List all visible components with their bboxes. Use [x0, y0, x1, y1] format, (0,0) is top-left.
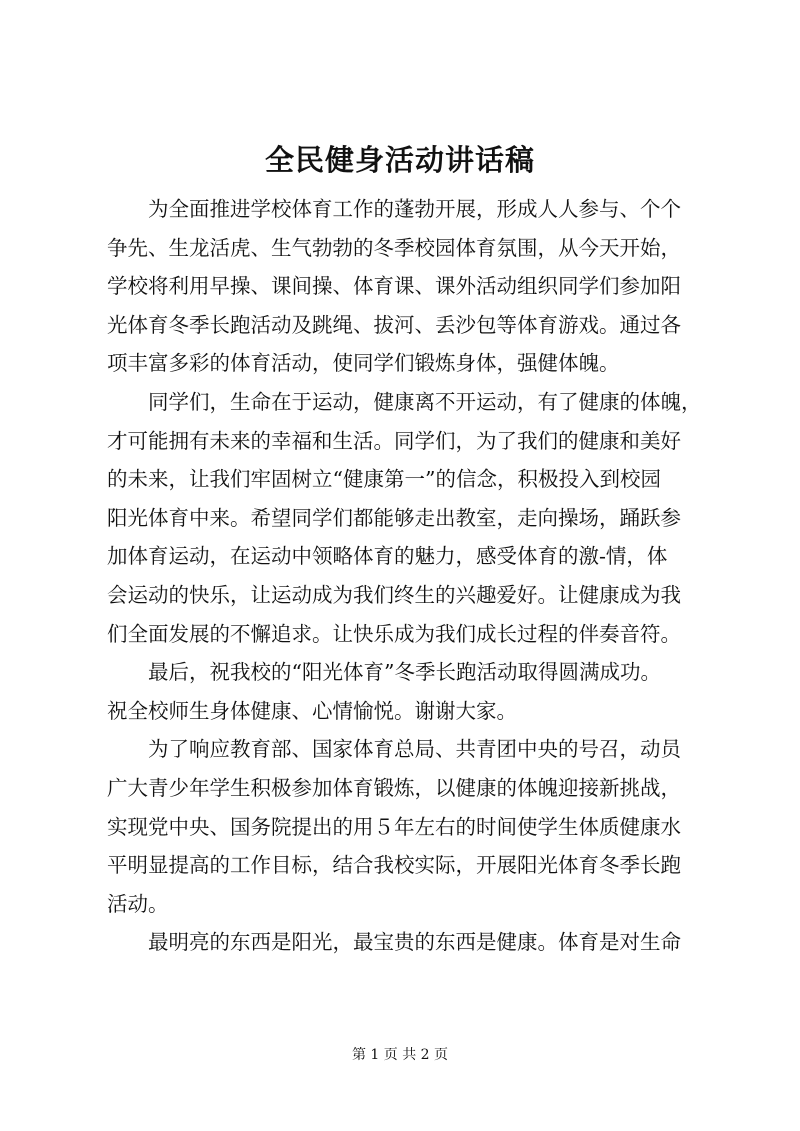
text-line: 广大青少年学生积极参加体育锻炼，以健康的体魄迎接新挑战， — [107, 775, 681, 800]
text-line: 最明亮的东西是阳光，最宝贵的东西是健康。体育是对生命 — [148, 930, 681, 955]
paragraph-3 — [107, 653, 707, 730]
document-title: 全民健身活动讲话稿 — [264, 143, 535, 177]
text-line: 会运动的快乐，让运动成为我们终生的兴趣爱好。让健康成为我 — [107, 582, 681, 607]
text-line: 们全面发展的不懈追求。让快乐成为我们成长过程的伴奏音符。 — [107, 621, 681, 646]
text-line: 实现党中央、国务院提出的用５年左右的时间使学生体质健康水 — [107, 814, 681, 839]
text-line: 才可能拥有未来的幸福和生活。同学们，为了我们的健康和美好 — [107, 428, 681, 453]
text-line: 学校将利用早操、课间操、体育课、课外活动组织同学们参加阳 — [107, 274, 681, 299]
text-line: 同学们，生命在于运动，健康离不开运动，有了健康的体魄， — [148, 389, 702, 414]
text-line: 祝全校师生身体健康、心情愉悦。谢谢大家。 — [107, 698, 517, 723]
text-line: 最后，祝我校的“阳光体育”冬季长跑活动取得圆满成功。 — [148, 660, 661, 685]
text-line: 的未来，让我们牢固树立“健康第一”的信念，积极投入到校园 — [107, 467, 661, 492]
paragraph-1 — [107, 190, 707, 383]
text-line: 项丰富多彩的体育活动，使同学们锻炼身体，强健体魄。 — [107, 351, 620, 376]
text-line: 为全面推进学校体育工作的蓬勃开展，形成人人参与、个个 — [148, 197, 681, 221]
paragraph-4 — [107, 730, 707, 923]
text-line: 为了响应教育部、国家体育总局、共青团中央的号召，动员 — [148, 737, 681, 762]
text-line: 活动。 — [107, 891, 169, 916]
text-line: 争先、生龙活虎、生气勃勃的冬季校园体育氛围，从今天开始， — [107, 235, 681, 260]
paragraph-5 — [107, 923, 707, 962]
text-line: 平明显提高的工作目标，结合我校实际，开展阳光体育冬季长跑 — [107, 853, 681, 878]
page-footer: 第 1 页 共 2 页 — [351, 1047, 449, 1063]
text-line: 加体育运动，在运动中领略体育的魅力，感受体育的激-情，体 — [107, 544, 668, 569]
document-body — [107, 190, 707, 962]
paragraph-2 — [107, 383, 707, 653]
text-line: 阳光体育中来。希望同学们都能够走出教室，走向操场，踊跃参 — [107, 505, 681, 530]
text-line: 光体育冬季长跑活动及跳绳、拔河、丢沙包等体育游戏。通过各 — [107, 312, 681, 337]
